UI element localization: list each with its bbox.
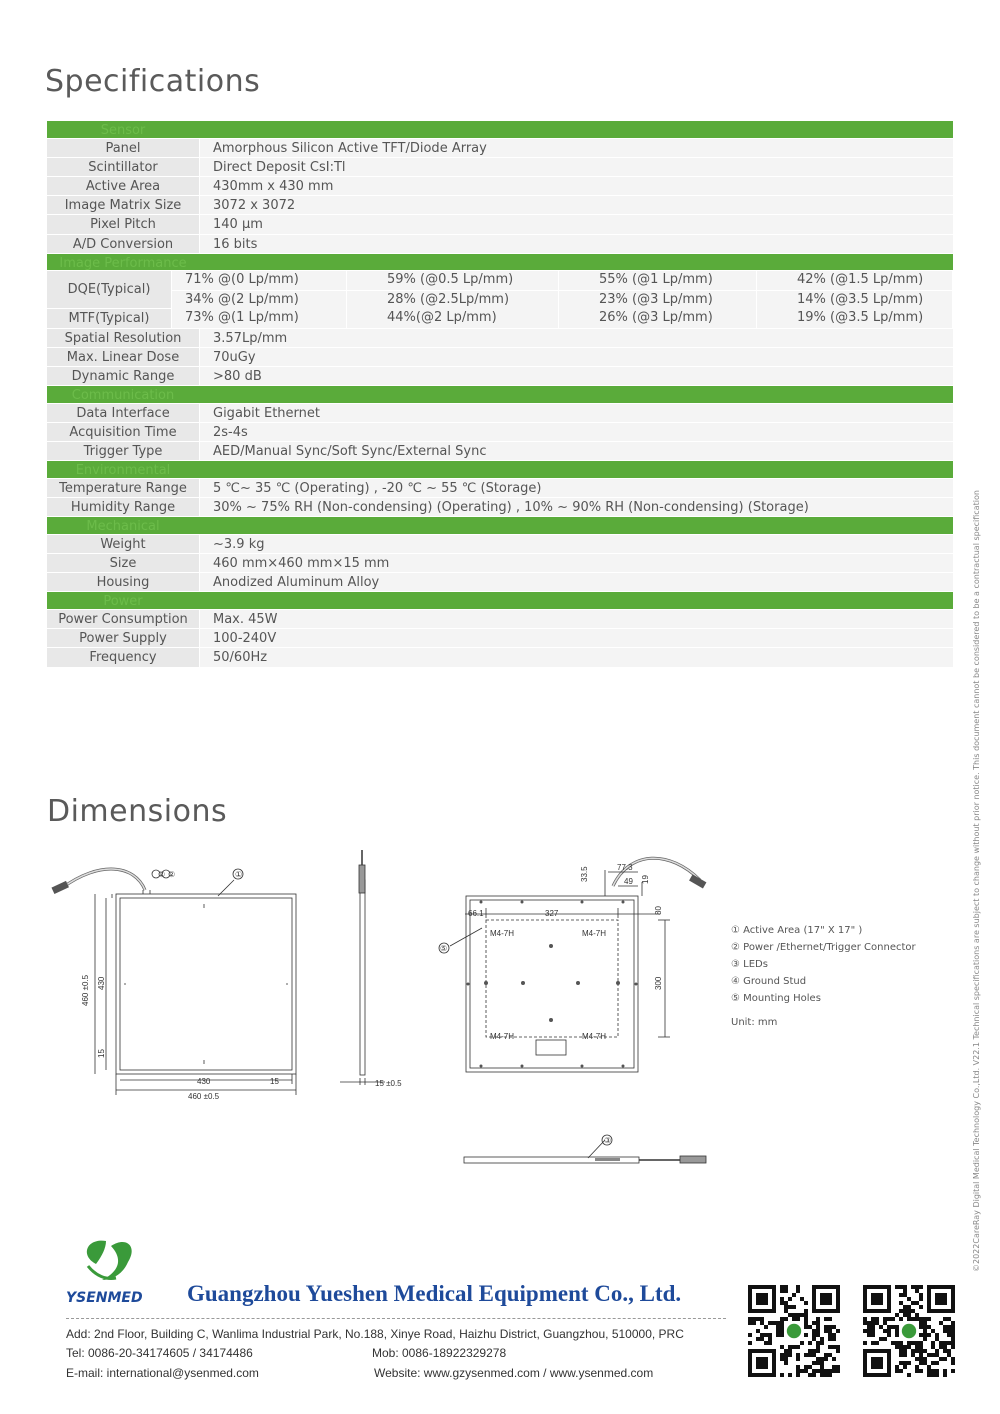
specifications-title: Specifications (45, 64, 261, 99)
divider (66, 1318, 726, 1319)
qr-code-icon (748, 1285, 840, 1377)
table-row: Humidity Range 30% ~ 75% RH (Non-condensing) (Operating) , 10% ~ 90% RH (Non-condensing) (Storage) (47, 498, 953, 517)
company-name: Guangzhou Yueshen Medical Equipment Co., Ltd. (187, 1281, 682, 1306)
thread-label-br: M4-7H (582, 1032, 607, 1041)
table-row: A/D Conversion 16 bits (47, 235, 953, 254)
dim-66: 66.1 (468, 909, 484, 918)
callout-2: ② (158, 870, 166, 879)
email[interactable]: E-mail: international@ysenmed.com (66, 1366, 259, 1380)
dim-430-vertical: 430 (97, 976, 106, 990)
section-label: Mechanical (47, 517, 199, 534)
qr-code-icon (863, 1285, 955, 1377)
dim-77: 77.3 (617, 863, 633, 872)
mtf-row: MTF(Typical) 73% @(1 Lp/mm) 44%(@2 Lp/mm) 26% (@3 Lp/mm) 19% (@3.5 Lp/mm) (47, 309, 953, 328)
dim-460-horizontal: 460 ±0.5 (188, 1092, 220, 1101)
section-power (47, 592, 953, 610)
section-sensor (47, 121, 953, 139)
dim-327: 327 (545, 909, 559, 918)
table-row: Data Interface Gigabit Ethernet (47, 404, 953, 423)
back-view (439, 858, 706, 1072)
unit-label: Unit: mm (731, 1017, 778, 1028)
dim-15-vertical: 15 (97, 1049, 106, 1058)
legend-item: ① Active Area (17" X 17" ) (731, 925, 863, 936)
dim-300: 300 (654, 976, 663, 990)
svg-text:YSENMED: YSENMED (66, 1290, 143, 1306)
section-communication (47, 386, 953, 404)
table-row: Housing Anodized Aluminum Alloy (47, 573, 953, 592)
callout-5: ⑤ (440, 944, 448, 953)
table-row: Weight ~3.9 kg (47, 535, 953, 554)
section-label: Environmental (47, 461, 199, 478)
callout-2b: ② (168, 870, 176, 879)
dqe-row: DQE(Typical) 71% @(0 Lp/mm) 59% (@0.5 Lp/mm) 55% (@1 Lp/mm) 42% (@1.5 Lp/mm) 34% @(2 Lp/mm) 28% (@2.5Lp/mm) 23% (@3 Lp/mm) 14% (@3.5 Lp/mm) (47, 271, 953, 309)
section-label: Image Performance (47, 254, 199, 271)
thread-label-tr: M4-7H (582, 929, 607, 938)
dim-80: 80 (654, 906, 663, 915)
table-row: Image Matrix Size 3072 x 3072 (47, 196, 953, 215)
table-row: Pixel Pitch 140 μm (47, 215, 953, 234)
dimension-legend (731, 922, 916, 1031)
table-row: Panel Amorphous Silicon Active TFT/Diode Array (47, 139, 953, 158)
legend-item: ③ LEDs (731, 959, 768, 970)
table-row: Max. Linear Dose 70uGy (47, 348, 953, 367)
table-row: Temperature Range 5 ℃~ 35 ℃ (Operating) , -20 ℃ ~ 55 ℃ (Storage) (47, 479, 953, 498)
ysenmed-logo (66, 1236, 166, 1306)
bottom-view (464, 1135, 706, 1163)
spec-table (47, 121, 953, 668)
dim-49: 49 (624, 877, 633, 886)
telephone: Tel: 0086-20-34174605 / 34174486 (66, 1346, 253, 1360)
dim-460-vertical: 460 ±0.5 (81, 974, 90, 1006)
table-row: Spatial Resolution 3.57Lp/mm (47, 329, 953, 348)
dimensions-title: Dimensions (47, 794, 228, 829)
section-label: Power (47, 592, 199, 609)
dim-15-horizontal: 15 (270, 1077, 279, 1086)
callout-1: ① (235, 870, 243, 879)
dim-33: 33.5 (580, 866, 589, 882)
section-label: Communication (47, 386, 199, 403)
legend-item: ④ Ground Stud (731, 976, 807, 987)
legend-item: ⑤ Mounting Holes (731, 993, 821, 1004)
thread-label-tl: M4-7H (490, 929, 515, 938)
table-row: Active Area 430mm x 430 mm (47, 177, 953, 196)
table-row: Power Supply 100-240V (47, 629, 953, 648)
dimension-drawings (40, 840, 730, 1180)
table-row: Power Consumption Max. 45W (47, 610, 953, 629)
dim-19: 19 (641, 875, 650, 884)
disclaimer-side-text: ©2022CareRay Digital Medical Technology Co.,Ltd. V22.1 Technical specifications are subject to change without prior notice. This document cannot be considered to be a contractual specification (972, 490, 981, 1272)
dim-thickness: 15 ±0.5 (375, 1079, 402, 1088)
table-row: Dynamic Range >80 dB (47, 367, 953, 386)
table-row: Scintillator Direct Deposit CsI:Tl (47, 158, 953, 177)
section-label: Sensor (47, 121, 199, 138)
table-row: Size 460 mm×460 mm×15 mm (47, 554, 953, 573)
dim-430-horizontal: 430 (197, 1077, 211, 1086)
side-view (340, 850, 385, 1085)
thread-label-bl: M4-7H (490, 1032, 515, 1041)
section-mechanical (47, 517, 953, 535)
section-environmental (47, 461, 953, 479)
website[interactable]: Website: www.gzysenmed.com / www.ysenmed.com (374, 1366, 654, 1380)
callout-3: ③ (604, 1136, 612, 1145)
mobile: Mob: 0086-18922329278 (372, 1346, 507, 1360)
section-image-performance (47, 254, 953, 272)
table-row: Acquisition Time 2s-4s (47, 423, 953, 442)
address: Add: 2nd Floor, Building C, Wanlima Industrial Park, No.188, Xinye Road, Haizhu District, Guangzhou, 510000, PRC (66, 1327, 684, 1341)
legend-item: ② Power /Ethernet/Trigger Connector (731, 942, 916, 953)
table-row: Trigger Type AED/Manual Sync/Soft Sync/External Sync (47, 442, 953, 461)
table-row: Frequency 50/60Hz (47, 648, 953, 667)
